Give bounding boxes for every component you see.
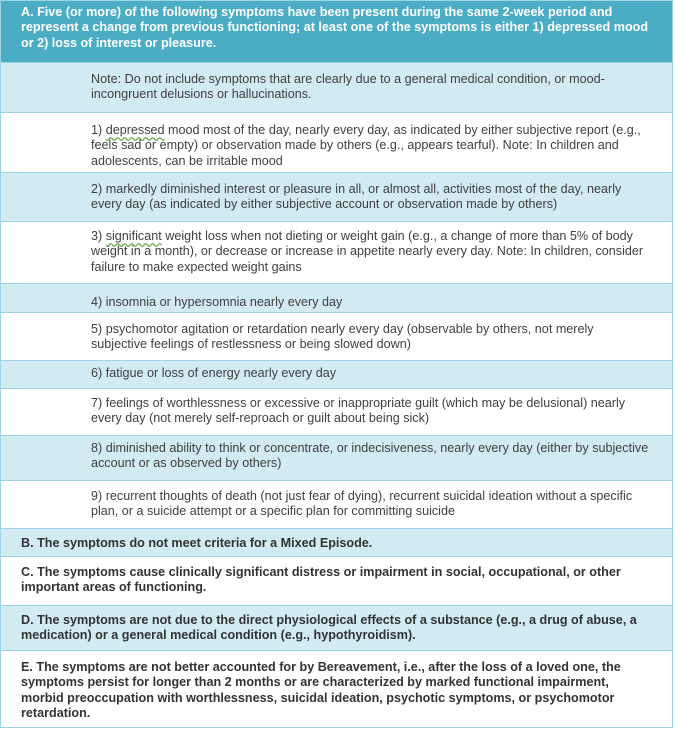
symptom-3-prefix: 3) bbox=[91, 229, 106, 243]
symptom-3-underlined-word: significant bbox=[105, 229, 162, 243]
symptom-9: 9) recurrent thoughts of death (not just fear of dying), recurrent suicidal ideation without a specific plan, or a suicide attempt or a specific plan for committing suicide bbox=[1, 481, 672, 529]
criterion-c: C. The symptoms cause clinically significant distress or impairment in social, occupational, or other important areas of functioning. bbox=[1, 557, 672, 606]
symptom-4: 4) insomnia or hypersomnia nearly every day bbox=[1, 284, 672, 313]
symptom-3 bbox=[1, 222, 672, 284]
symptom-1-prefix: 1) bbox=[91, 123, 106, 137]
criterion-a-header: A. Five (or more) of the following symptoms have been present during the same 2-week period and represent a change from previous functioning; at least one of the symptoms is either 1) depressed mood or 2) loss of interest or pleasure. bbox=[1, 1, 672, 63]
criterion-b: B. The symptoms do not meet criteria for a Mixed Episode. bbox=[1, 529, 672, 557]
criterion-d: D. The symptoms are not due to the direct physiological effects of a substance (e.g., a drug of abuse, a medication) or a general medical condition (e.g., hypothyroidism). bbox=[1, 606, 672, 651]
symptom-1-text: mood most of the day, nearly every day, as indicated by either subjective report (e.g., feels sad or empty) or observation made by others (e.g., appears tearful). Note: In children and adolescents, can be irritable mood bbox=[91, 123, 641, 168]
symptom-3-text: weight loss when not dieting or weight gain (e.g., a change of more than 5% of body weight in a month), or decrease or increase in appetite nearly every day. Note: In children, consider failure to make expected weight gains bbox=[91, 229, 644, 274]
symptom-5: 5) psychomotor agitation or retardation nearly every day (observable by others, not merely subjective feelings of restlessness or being slowed down) bbox=[1, 313, 672, 361]
symptom-note: Note: Do not include symptoms that are clearly due to a general medical condition, or mood-incongruent delusions or hallucinations. bbox=[1, 63, 672, 113]
symptom-2: 2) markedly diminished interest or pleasure in all, or almost all, activities most of the day, nearly every day (as indicated by either subjective account or observation made by others) bbox=[1, 173, 672, 222]
criterion-e: E. The symptoms are not better accounted for by Bereavement, i.e., after the loss of a loved one, the symptoms persist for longer than 2 months or are characterized by marked functional impairment, morbid preoccupation with worthlessness, suicidal ideation, psychotic symptoms, or psychomotor retardation. bbox=[1, 651, 672, 727]
symptom-8: 8) diminished ability to think or concentrate, or indecisiveness, nearly every day (either by subjective account or as observed by others) bbox=[1, 436, 672, 481]
symptom-7: 7) feelings of worthlessness or excessive or inappropriate guilt (which may be delusional) nearly every day (not merely self-reproach or guilt about being sick) bbox=[1, 389, 672, 436]
symptom-1 bbox=[1, 113, 672, 173]
symptom-6: 6) fatigue or loss of energy nearly every day bbox=[1, 361, 672, 389]
symptom-1-underlined-word: depressed bbox=[105, 123, 165, 137]
